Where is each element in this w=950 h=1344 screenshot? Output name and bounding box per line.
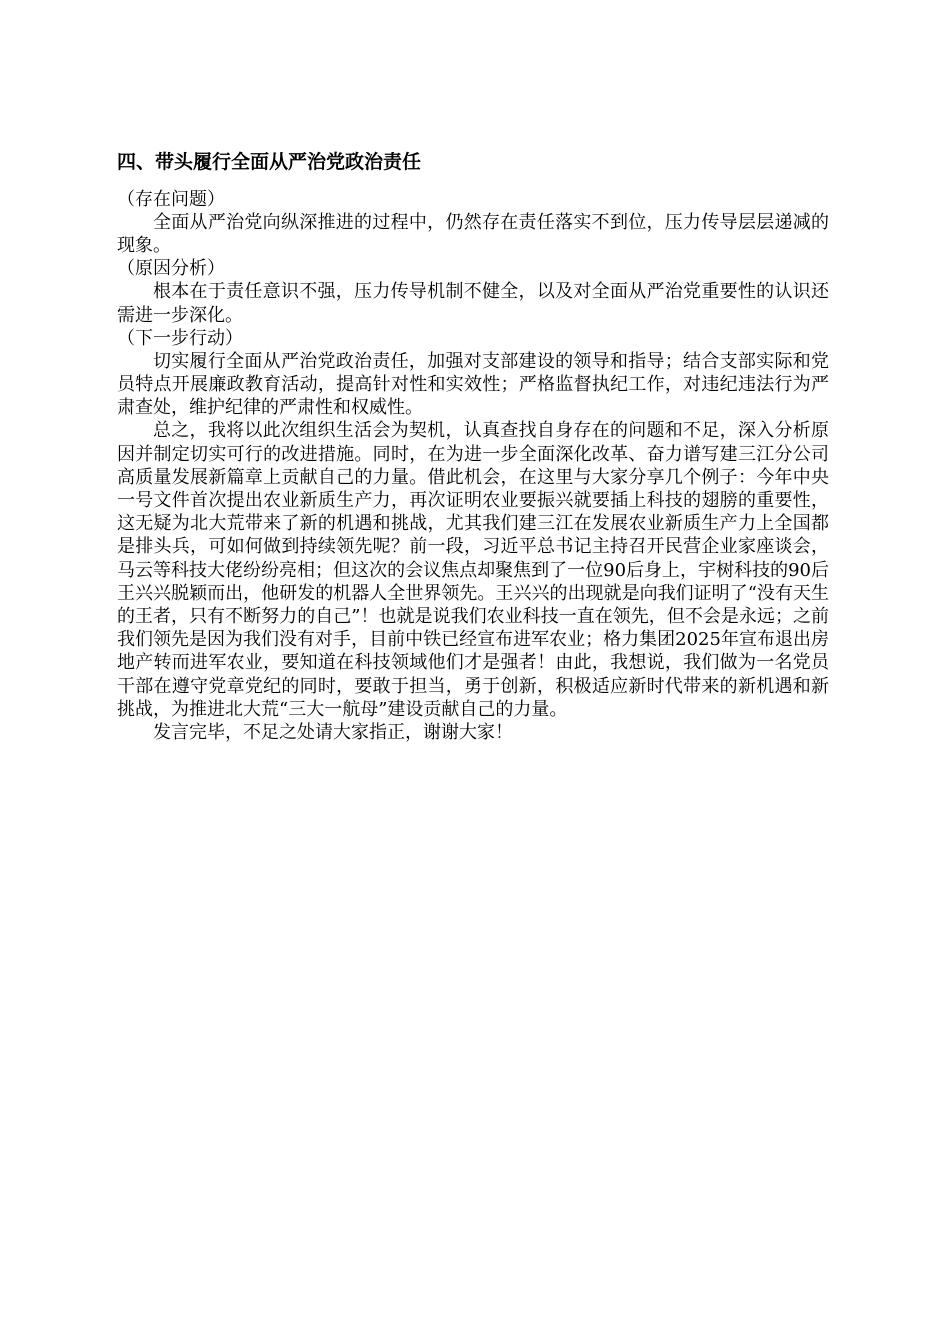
section-heading: 四、带头履行全面从严治党政治责任 [117,151,422,173]
document-body [117,148,829,744]
section-label-causes: （原因分析） [117,258,225,280]
paragraph-closing: 发言完毕，不足之处请大家指正，谢谢大家！ [153,722,513,744]
section-label-problems: （存在问题） [117,189,225,210]
paragraph-causes: 根本在于责任意识不强，压力传导机制不健全，以及对全面从严治党重要性的认识还需进一步深化。 [117,281,829,326]
paragraph-next-steps: 切实履行全面从严治党政治责任，加强对支部建设的领导和指导；结合支部实际和党员特点开展廉政教育活动，提高针对性和实效性；严格监督执纪工作，对违纪违法行为严肃查处，维护纪律的严肃性和权威性。 [117,350,829,419]
paragraph-problems: 全面从严治党向纵深推进的过程中，仍然存在责任落实不到位，压力传导层层递减的现象。 [117,212,829,257]
section-label-next-steps: （下一步行动） [117,327,243,349]
paragraph-conclusion: 总之，我将以此次组织生活会为契机，认真查找自身存在的问题和不足，深入分析原因并制定切实可行的改进措施。同时，在为进一步全面深化改革、奋力谱写建三江分公司高质量发展新篇章上贡献自己的力量。借此机会，在这里与大家分享几个例子：今年中央一号文件首次提出农业新质生产力，再次证明农业要振兴就要插上科技的翅膀的重要性，这无疑为北大荒带来了新的机遇和挑战，尤其我们建三江在发展农业新质生产力上全国都是排头兵，可如何做到持续领先呢？前一段，习近平总书记主持召开民营企业家座谈会，马云等科技大佬纷纷亮相；但这次的会议焦点却聚焦到了一位90后身上，宇树科技的90后王兴兴脱颖而出，他研发的机器人全世界领先。王兴兴的出现就是向我们证明了“没有天生的王者，只有不断努力的自己”！也就是说我们农业科技一直在领先，但不会是永远；之前我们领先是因为我们没有对手，目前中铁已经宣布进军农业；格力集团2025年宣布退出房地产转而进军农业，要知道在科技领域他们才是强者！由此，我想说，我们做为一名党员干部在遵守党章党纪的同时，要敢于担当，勇于创新，积极适应新时代带来的新机遇和新挑战，为推进北大荒“三大一航母”建设贡献自己的力量。 [117,420,829,720]
